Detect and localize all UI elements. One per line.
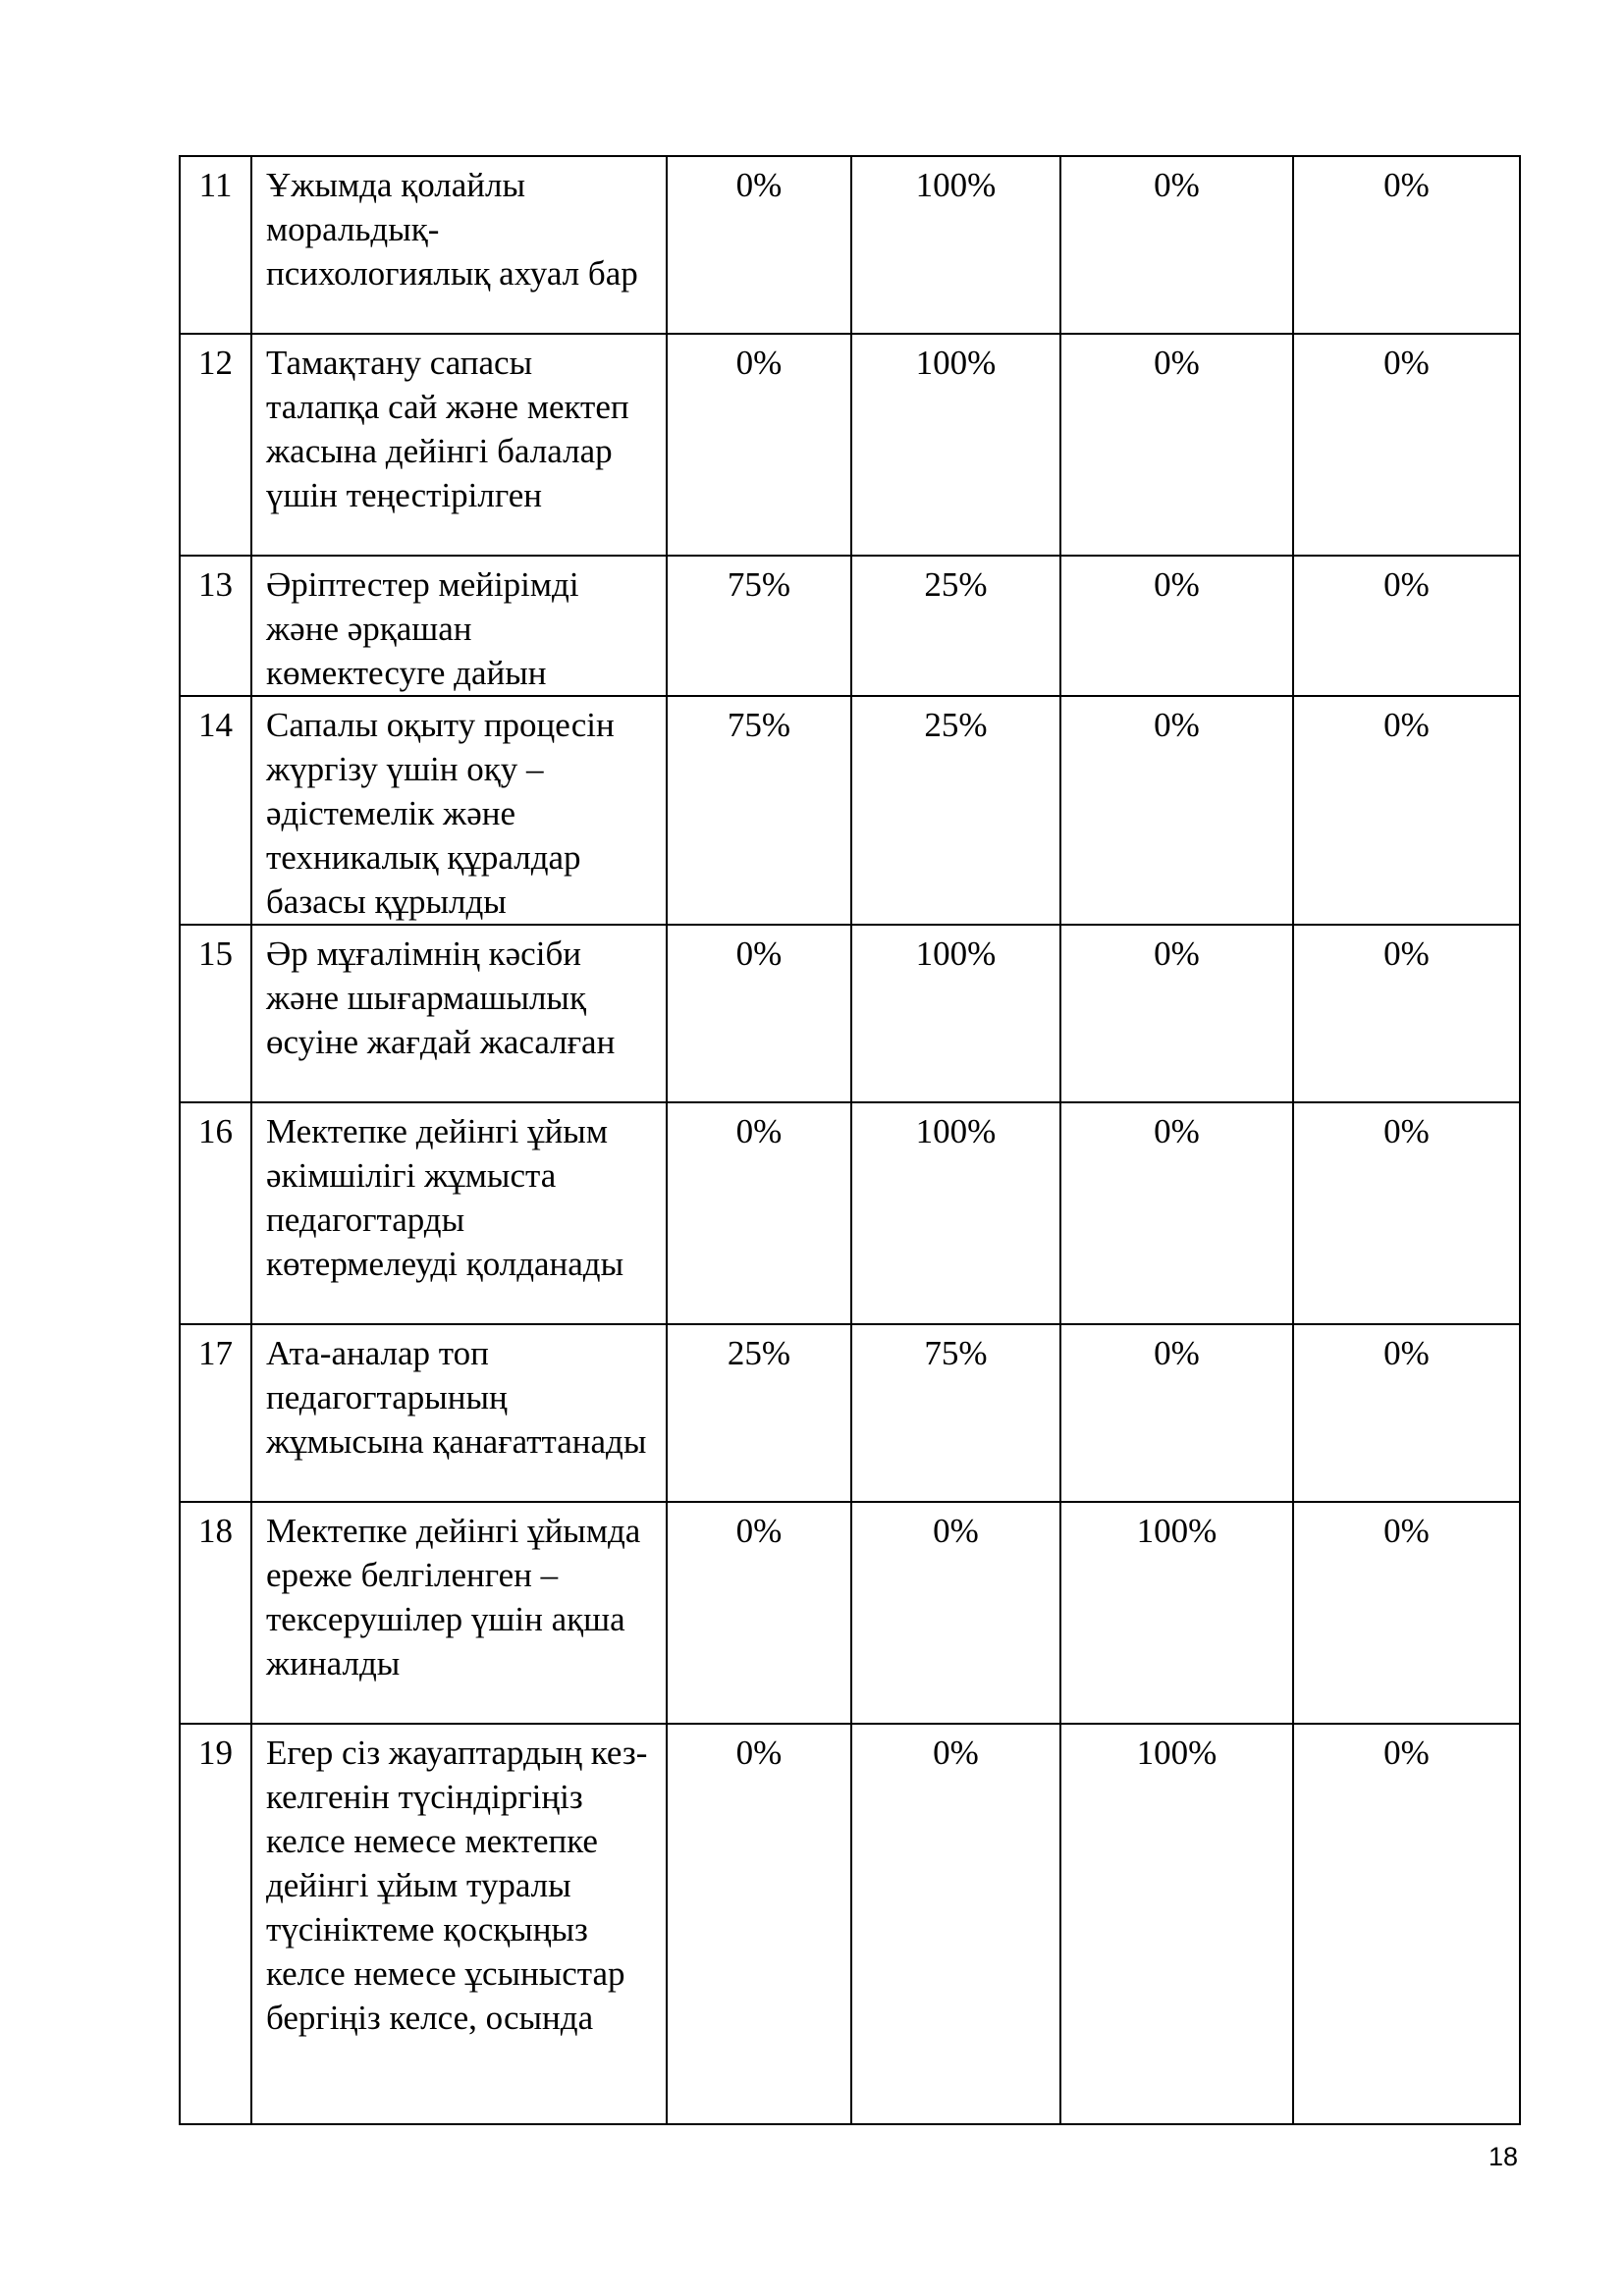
value-cell-2: 100%	[851, 1102, 1060, 1324]
value-cell-3: 100%	[1060, 1724, 1293, 2124]
table-row	[180, 1324, 1520, 1502]
value-cell-4: 0%	[1293, 334, 1520, 556]
table-row	[180, 556, 1520, 696]
value-cell-1: 75%	[667, 556, 851, 696]
value-cell-1: 0%	[667, 1724, 851, 2124]
value-cell-2: 100%	[851, 925, 1060, 1102]
value-cell-4: 0%	[1293, 925, 1520, 1102]
value-cell-3: 0%	[1060, 925, 1293, 1102]
value-cell-4: 0%	[1293, 1502, 1520, 1724]
value-cell-4: 0%	[1293, 556, 1520, 696]
row-number: 13	[180, 556, 251, 696]
value-cell-3: 0%	[1060, 334, 1293, 556]
question-text: Ұжымда қолайлы моральдық-психологиялық ахуал бар	[251, 156, 667, 334]
question-text: Ата-аналар топ педагогтарының жұмысына қанағаттанады	[251, 1324, 667, 1502]
value-cell-1: 0%	[667, 925, 851, 1102]
value-cell-1: 0%	[667, 334, 851, 556]
question-text: Мектепке дейінгі ұйым әкімшілігі жұмыста педагогтарды көтермелеуді қолданады	[251, 1102, 667, 1324]
table-row	[180, 334, 1520, 556]
row-number: 11	[180, 156, 251, 334]
row-number: 19	[180, 1724, 251, 2124]
table-row	[180, 1502, 1520, 1724]
value-cell-1: 25%	[667, 1324, 851, 1502]
value-cell-3: 0%	[1060, 156, 1293, 334]
value-cell-4: 0%	[1293, 696, 1520, 925]
table-row	[180, 696, 1520, 925]
table-row	[180, 1724, 1520, 2124]
value-cell-4: 0%	[1293, 1102, 1520, 1324]
value-cell-1: 0%	[667, 156, 851, 334]
row-number: 17	[180, 1324, 251, 1502]
value-cell-1: 75%	[667, 696, 851, 925]
value-cell-1: 0%	[667, 1102, 851, 1324]
row-number: 15	[180, 925, 251, 1102]
value-cell-2: 25%	[851, 556, 1060, 696]
value-cell-2: 100%	[851, 156, 1060, 334]
row-number: 12	[180, 334, 251, 556]
value-cell-3: 0%	[1060, 696, 1293, 925]
table-row	[180, 925, 1520, 1102]
row-number: 18	[180, 1502, 251, 1724]
value-cell-2: 25%	[851, 696, 1060, 925]
value-cell-1: 0%	[667, 1502, 851, 1724]
page-number: 18	[1488, 2142, 1518, 2171]
value-cell-4: 0%	[1293, 1324, 1520, 1502]
survey-results-table	[179, 155, 1521, 2125]
table-row	[180, 156, 1520, 334]
value-cell-4: 0%	[1293, 156, 1520, 334]
row-number: 16	[180, 1102, 251, 1324]
question-text: Тамақтану сапасы талапқа сай және мектеп жасына дейінгі балалар үшін теңестірілген	[251, 334, 667, 556]
value-cell-3: 0%	[1060, 556, 1293, 696]
question-text: Егер сіз жауаптардың кез-келгенін түсіндіргіңіз келсе немесе мектепке дейінгі ұйым туралы түсініктеме қосқыңыз келсе немесе ұсыныстар бергіңіз келсе, осында	[251, 1724, 667, 2124]
question-text: Әріптестер мейірімді және әрқашан көмектесуге дайын	[251, 556, 667, 696]
question-text: Сапалы оқыту процесін жүргізу үшін оқу –әдістемелік және техникалық құралдар базасы құрылды	[251, 696, 667, 925]
value-cell-3: 0%	[1060, 1324, 1293, 1502]
value-cell-3: 0%	[1060, 1102, 1293, 1324]
question-text: Әр мұғалімнің кәсіби және шығармашылық өсуіне жағдай жасалған	[251, 925, 667, 1102]
question-text: Мектепке дейінгі ұйымда ереже белгіленген – тексерушілер үшін ақша жиналды	[251, 1502, 667, 1724]
table-row	[180, 1102, 1520, 1324]
value-cell-2: 0%	[851, 1502, 1060, 1724]
value-cell-3: 100%	[1060, 1502, 1293, 1724]
row-number: 14	[180, 696, 251, 925]
value-cell-4: 0%	[1293, 1724, 1520, 2124]
value-cell-2: 0%	[851, 1724, 1060, 2124]
value-cell-2: 100%	[851, 334, 1060, 556]
value-cell-2: 75%	[851, 1324, 1060, 1502]
